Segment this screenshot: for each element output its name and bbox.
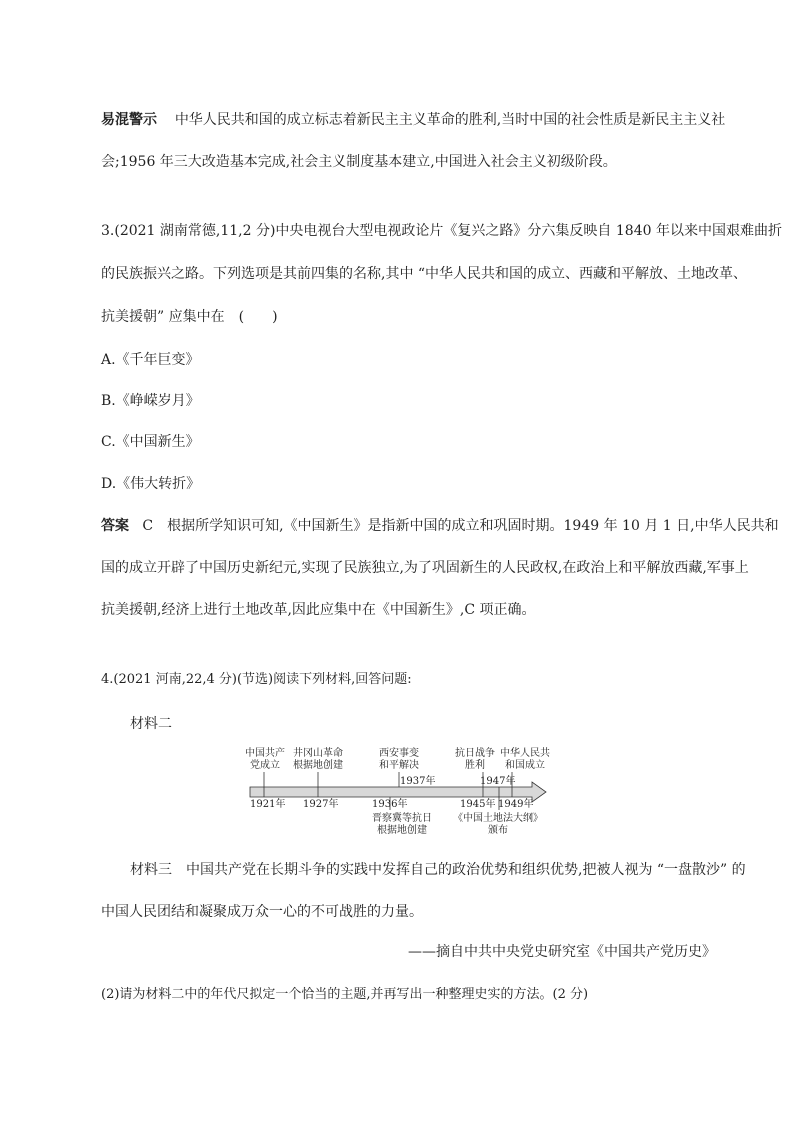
tl-year-1945: 1945年 xyxy=(460,799,496,810)
tl-event-1927: 井冈山革命 根据地创建 xyxy=(293,748,343,771)
q3-line-3: 抗美援朝” 应集中在 ( ) xyxy=(101,309,278,325)
tl-event-1945: 抗日战争 胜利 xyxy=(455,748,495,771)
material3-source: ——摘自中共中央党史研究室《中国共产党历史》 xyxy=(408,944,716,960)
material3-line-1: 材料三 中国共产党在长期斗争的实践中发挥自己的政治优势和组织优势,把被人视为 “一盘散沙” 的 xyxy=(130,862,746,878)
answer-text-1: C 根据所学知识可知,《中国新生》是指新中国的成立和巩固时期。1949 年 10 月 1 日,中华人民共和 xyxy=(142,518,779,534)
material2-label: 材料二 xyxy=(130,716,172,732)
tl-event-1949: 中华人民共 和国成立 xyxy=(500,748,550,771)
tl-year-1927: 1927年 xyxy=(303,799,339,810)
notice-label: 易混警示 xyxy=(101,112,157,128)
q3-line-2: 的民族振兴之路。下列选项是其前四集的名称,其中 “中华人民共和国的成立、西藏和平解放、土地改革、 xyxy=(101,266,748,282)
q3-option-b: B.《峥嵘岁月》 xyxy=(101,393,200,409)
q3-option-a: A.《千年巨变》 xyxy=(101,352,200,368)
material3-line-2: 中国人民团结和凝聚成万众一心的不可战胜的力量。 xyxy=(101,904,423,920)
q3-option-c: C.《中国新生》 xyxy=(101,434,200,450)
q3-option-d: D.《伟大转折》 xyxy=(101,476,201,492)
notice-line-2: 会;1956 年三大改造基本完成,社会主义制度基本建立,中国进入社会主义初级阶段。 xyxy=(101,154,617,170)
tl-year-1921: 1921年 xyxy=(250,799,286,810)
q3-answer-line-2: 国的成立开辟了中国历史新纪元,实现了民族独立,为了巩固新生的人民政权,在政治上和平解放西藏,军事上 xyxy=(101,560,749,576)
q3-answer-line-3: 抗美援朝,经济上进行土地改革,因此应集中在《中国新生》,C 项正确。 xyxy=(101,602,536,618)
q4-sub-question-2: (2)请为材料二中的年代尺拟定一个恰当的主题,并再写出一种整理史实的方法。(2 分) xyxy=(101,987,589,1002)
tl-year-1936: 1936年 xyxy=(372,799,408,810)
tl-event-1936: 西安事变 和平解决 xyxy=(379,748,419,771)
notice-text-1: 中华人民共和国的成立标志着新民主主义革命的胜利,当时中国的社会性质是新民主主义社 xyxy=(174,112,726,128)
tl-event-1947: 《中国土地法大纲》 颁布 xyxy=(453,813,543,836)
q3-line-1: 3.(2021 湖南常德,11,2 分)中央电视台大型电视政论片《复兴之路》分六集反映自 1840 年以来中国艰难曲折 xyxy=(101,223,782,239)
tl-year-1937: 1937年 xyxy=(400,776,436,787)
tl-event-1921: 中国共产 党成立 xyxy=(245,748,285,771)
tl-year-1949: 1949年 xyxy=(498,799,534,810)
answer-label: 答案 xyxy=(101,518,129,534)
tl-event-1937: 晋察冀等抗日 根据地创建 xyxy=(372,813,432,836)
tl-year-1947: 1947年 xyxy=(480,776,516,787)
q4-line-1: 4.(2021 河南,22,4 分)(节选)阅读下列材料,回答问题: xyxy=(101,672,412,687)
